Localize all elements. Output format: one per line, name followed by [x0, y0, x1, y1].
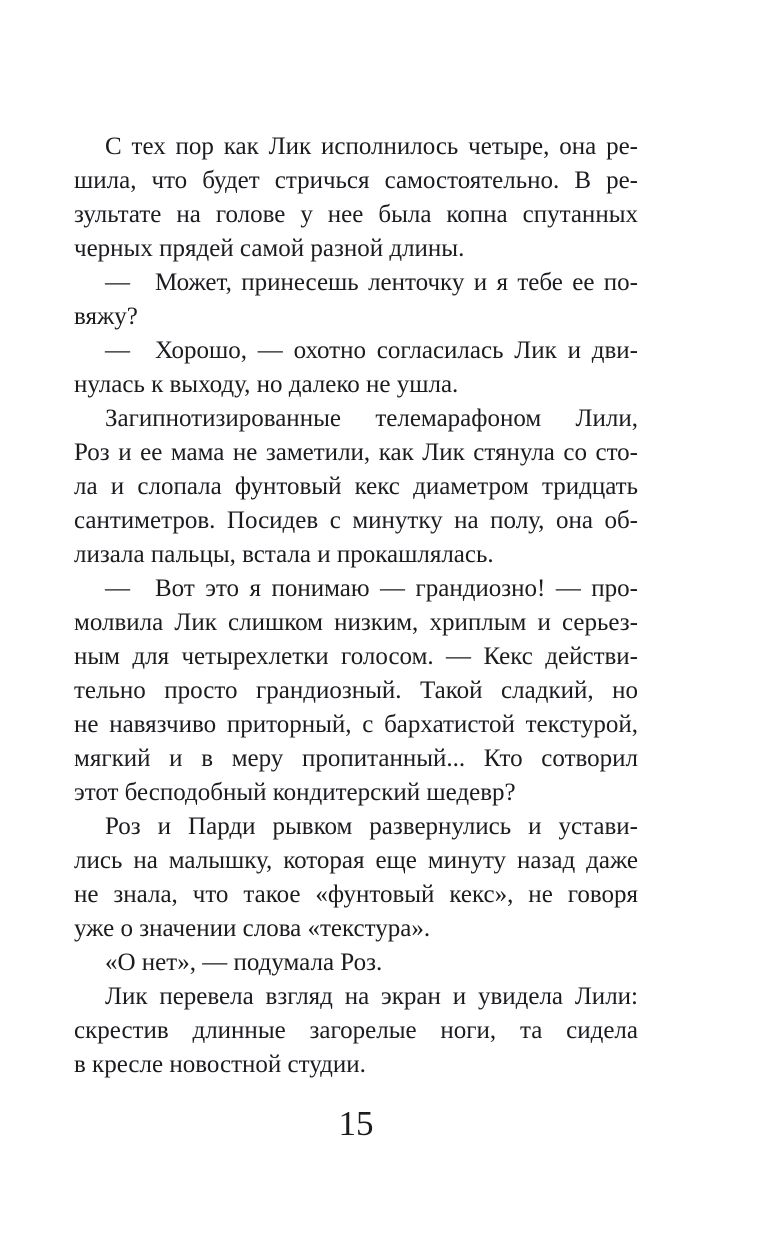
text-line: тельно просто грандиозный. Такой сладкий, но [74, 677, 638, 704]
text-line: зультате на голове у нее была копна спутанных [74, 201, 638, 228]
paragraph [74, 402, 638, 572]
paragraph [74, 130, 638, 266]
text-line: ным для четырехлетки голосом. — Кекс действи- [74, 643, 638, 670]
text-line: этот бесподобный кондитерский шедевр? [74, 779, 516, 806]
text-line: лизала пальцы, встала и прокашлялась. [74, 541, 494, 568]
text-line: Роз и ее мама не заметили, как Лик стянула со сто- [74, 439, 638, 466]
text-line: Загипнотизированные телемарафоном Лили, [105, 405, 638, 432]
text-line: — Хорошо, — охотно согласилась Лик и дви- [105, 337, 638, 364]
text-line: не знала, что такое «фунтовый кекс», не говоря [74, 881, 638, 908]
text-line: ла и слопала фунтовый кекс диаметром тридцать [74, 473, 638, 500]
text-line: сантиметров. Посидев с минутку на полу, она об- [74, 507, 638, 534]
paragraph [74, 810, 638, 946]
text-line: молвила Лик слишком низким, хриплым и серьез- [74, 609, 638, 636]
text-line: нулась к выходу, но далеко не ушла. [74, 371, 459, 398]
text-line: скрестив длинные загорелые ноги, та сидела [74, 1017, 638, 1044]
page-number: 15 [338, 1104, 374, 1143]
text-line: мягкий и в меру пропитанный... Кто сотворил [74, 745, 638, 772]
text-line: Роз и Парди рывком развернулись и устави- [105, 813, 638, 840]
text-line: не навязчиво приторный, с бархатистой текстурой, [74, 711, 638, 738]
paragraph [74, 266, 638, 334]
paragraph [74, 980, 638, 1082]
text-line: — Вот это я понимаю — грандиозно! — про- [105, 575, 638, 602]
text-line: — Может, принесешь ленточку и я тебе ее по- [105, 269, 638, 296]
text-line: шила, что будет стричься самостоятельно. В ре- [74, 167, 638, 194]
text-line: Лик перевела взгляд на экран и увидела Лили: [105, 983, 638, 1010]
paragraph [74, 334, 638, 402]
text-line: в кресле новостной студии. [74, 1051, 366, 1078]
paragraph [74, 572, 638, 810]
text-line: лись на малышку, которая еще минуту назад даже [74, 847, 638, 874]
text-line: уже о значении слова «текстура». [74, 915, 431, 942]
paragraph [74, 946, 638, 980]
page-text [74, 130, 638, 1082]
text-line: «О нет», — подумала Роз. [105, 949, 383, 976]
text-line: черных прядей самой разной длины. [74, 235, 465, 262]
text-line: вяжу? [74, 303, 138, 330]
text-line: С тех пор как Лик исполнилось четыре, она ре- [105, 133, 638, 160]
